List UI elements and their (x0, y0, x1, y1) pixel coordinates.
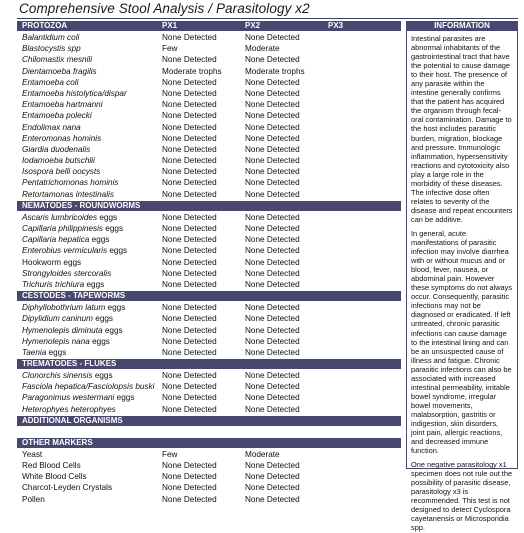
result-px1: None Detected (162, 257, 217, 267)
result-px1: Few (162, 44, 178, 54)
section-title: CESTODES - TAPEWORMS (22, 291, 126, 301)
organism-suffix: Hookworm eggs (22, 257, 82, 267)
organism-suffix: eggs (114, 393, 135, 403)
table-row (17, 234, 401, 245)
organism-latin-name: Isospora belli oocysts (22, 167, 101, 177)
organism-suffix: eggs (89, 235, 110, 245)
section-title: NEMATODES - ROUNDWORMS (22, 200, 141, 210)
organism-latin-name: Taenia (22, 347, 47, 357)
result-px2: None Detected (245, 167, 300, 177)
table-row (17, 122, 401, 133)
table-row (17, 404, 401, 415)
organism-suffix: eggs (84, 279, 105, 289)
organism-name (22, 212, 117, 223)
table-row (17, 325, 401, 336)
organism-latin-name: Enterobius vermicularis (22, 246, 108, 256)
organism-latin-name: Blastocystis spp (22, 44, 81, 54)
organism-name (22, 43, 81, 54)
table-row (17, 110, 401, 121)
table-row (17, 494, 401, 505)
result-px2: None Detected (245, 55, 300, 65)
column-header-px3: PX3 (328, 21, 344, 30)
result-px2: None Detected (245, 156, 300, 166)
organism-latin-name: Balantidium coli (22, 33, 80, 42)
organism-name (22, 336, 110, 347)
organism-latin-name: Entamoeba polecki (22, 111, 92, 121)
organism-latin-name: Paragonimus westermani (22, 393, 115, 403)
organism-latin-name: Strongyloides stercoralis (22, 268, 112, 278)
result-px1: None Detected (162, 494, 217, 504)
table-row (17, 279, 401, 290)
organism-latin-name: Ascaris lumbricoides (22, 212, 98, 222)
result-px2: None Detected (245, 314, 300, 324)
organism-latin-name: Capillaria hepatica (22, 235, 90, 245)
result-px2: None Detected (245, 257, 300, 267)
table-row (17, 257, 401, 268)
table-row (17, 336, 401, 347)
result-px2: None Detected (245, 189, 300, 199)
organism-latin-name: Entamoeba histolytica/dispar (22, 88, 127, 98)
result-px1: None Detected (162, 88, 217, 98)
result-px1: None Detected (162, 33, 217, 42)
organism-suffix: Pollen (22, 494, 45, 504)
table-row (17, 302, 401, 313)
organism-suffix: eggs (102, 325, 123, 335)
section-title: OTHER MARKERS (22, 437, 93, 447)
organism-name (22, 177, 118, 188)
organism-name (22, 482, 112, 493)
result-px1: None Detected (162, 212, 217, 222)
organism-name (22, 155, 95, 166)
organism-name (22, 449, 42, 460)
section-header (17, 438, 401, 448)
table-row (17, 43, 401, 54)
result-px2: None Detected (245, 325, 300, 335)
result-px1: None Detected (162, 314, 217, 324)
organism-latin-name: Entamoeba coli (22, 77, 79, 87)
table-row (17, 155, 401, 166)
result-px1: Moderate trophs (162, 66, 222, 76)
result-px2: None Detected (245, 100, 300, 110)
result-px1: None Detected (162, 235, 217, 245)
result-px1: None Detected (162, 404, 217, 414)
result-px1: None Detected (162, 55, 217, 65)
organism-latin-name: Enteromonas hominis (22, 133, 102, 143)
information-body (406, 31, 518, 533)
organism-suffix: eggs (97, 212, 118, 222)
result-px1: None Detected (162, 325, 217, 335)
organism-name (22, 460, 81, 471)
result-px2: Moderate (245, 44, 280, 54)
result-px2: None Detected (245, 268, 300, 278)
result-px1: Few (162, 449, 178, 459)
result-px2: None Detected (245, 144, 300, 154)
section-header (17, 416, 401, 426)
organism-latin-name: Chilomastix mesnili (22, 55, 93, 65)
table-row (17, 166, 401, 177)
results-table (17, 21, 401, 505)
result-px1: None Detected (162, 77, 217, 87)
organism-name (22, 54, 92, 65)
table-row (17, 381, 401, 392)
organism-name (22, 66, 97, 77)
organism-name (22, 189, 114, 200)
info-paragraph: In general, acute manifestations of parasitic infection may involve diarrhea with or without mucus and or blood, fever, nausea, or abdominal pain. However these symptoms do not always occur. Consequently, parasitic infections may not be diagnosed or eradicated. If left untreated, chronic parasitic infections can cause damage to the intestinal lining and can be an unsuspected cause of illness and fatigue. Chronic parasitic infections can also be associated with increased intestinal permeability, irritable bowel syndrome, irregular bowel movements, malabsorption, gastritis or indigestion, skin disorders, joint pain, allergic reactions, and decreased immune function. (411, 228, 513, 456)
section-header (17, 21, 401, 31)
organism-latin-name: Endolimax nana (22, 122, 81, 132)
result-px2: None Detected (245, 494, 300, 504)
organism-latin-name: Entamoeba hartmanni (22, 100, 103, 110)
result-px2: None Detected (245, 483, 300, 493)
table-row (17, 392, 401, 403)
column-header-px2: PX2 (245, 21, 261, 30)
result-px1: None Detected (162, 279, 217, 289)
result-px2: None Detected (245, 472, 300, 482)
result-px1: None Detected (162, 144, 217, 154)
organism-latin-name: Giardia duodenalis (22, 144, 91, 154)
organism-suffix: eggs (103, 224, 124, 233)
organism-suffix: eggs (46, 347, 67, 357)
result-px2: None Detected (245, 88, 300, 98)
result-px1: None Detected (162, 122, 217, 132)
result-px2: Moderate trophs (245, 66, 305, 76)
organism-latin-name: Trichuris trichiura (22, 279, 85, 289)
organism-name (22, 257, 81, 268)
organism-name (22, 268, 111, 279)
organism-name (22, 166, 100, 177)
table-row (17, 313, 401, 324)
organism-suffix: White Blood Cells (22, 472, 87, 482)
result-px2: None Detected (245, 235, 300, 245)
table-row (17, 189, 401, 200)
result-px1: None Detected (162, 382, 217, 392)
result-px1: None Detected (162, 178, 217, 188)
result-px2: None Detected (245, 77, 300, 87)
organism-latin-name: Dientamoeba fragilis (22, 66, 97, 76)
result-px1: None Detected (162, 461, 217, 470)
result-px1: None Detected (162, 111, 217, 121)
result-px1: None Detected (162, 347, 217, 357)
table-row (17, 54, 401, 65)
organism-suffix: Charcot-Leyden Crystals (22, 483, 113, 493)
organism-latin-name: Hymenolepis nana (22, 336, 90, 346)
result-px2: None Detected (245, 111, 300, 121)
section-header (17, 201, 401, 211)
table-row (17, 223, 401, 234)
organism-suffix: eggs (93, 314, 114, 324)
organism-name (22, 313, 113, 324)
organism-name (22, 325, 123, 336)
organism-latin-name: Dipylidium caninum (22, 314, 93, 324)
table-row (17, 471, 401, 482)
result-px2: Moderate (245, 449, 280, 459)
result-px1: None Detected (162, 133, 217, 143)
result-px2: None Detected (245, 279, 300, 289)
section-title: PROTOZOA (22, 21, 68, 30)
organism-name (22, 32, 79, 43)
table-row (17, 133, 401, 144)
organism-latin-name: Iodamoeba butschlii (22, 156, 95, 166)
table-row (17, 77, 401, 88)
title-divider (17, 18, 518, 19)
table-row (17, 144, 401, 155)
organism-name (22, 110, 92, 121)
report-title: Comprehensive Stool Analysis / Parasitology x2 (19, 1, 310, 16)
section-header (17, 359, 401, 369)
result-px2: None Detected (245, 382, 300, 392)
organism-name (22, 144, 90, 155)
table-row (17, 212, 401, 223)
result-px2: None Detected (245, 347, 300, 357)
result-px2: None Detected (245, 224, 300, 233)
result-px1: None Detected (162, 246, 217, 256)
organism-name (22, 347, 66, 358)
information-panel (406, 21, 518, 533)
result-px2: None Detected (245, 461, 300, 470)
organism-latin-name: Clonorchis sinensis (22, 371, 93, 381)
table-row (17, 370, 401, 381)
organism-suffix: eggs (107, 246, 128, 256)
organism-suffix: Yeast (22, 449, 43, 459)
table-row (17, 268, 401, 279)
result-px2: None Detected (245, 336, 300, 346)
table-row (17, 99, 401, 110)
result-px2: None Detected (245, 404, 300, 414)
table-row (17, 88, 401, 99)
organism-suffix: Red Blood Cells (22, 461, 81, 470)
result-px2: None Detected (245, 33, 300, 42)
table-row (17, 482, 401, 493)
table-row (17, 66, 401, 77)
result-px2: None Detected (245, 178, 300, 188)
organism-name (22, 122, 81, 133)
result-px1: None Detected (162, 189, 217, 199)
result-px1: None Detected (162, 393, 217, 403)
result-px2: None Detected (245, 303, 300, 313)
section-title: ADDITIONAL ORGANISMS (22, 415, 123, 425)
table-row (17, 449, 401, 460)
organism-name (22, 471, 87, 482)
organism-suffix: eggs (92, 371, 113, 381)
result-px1: None Detected (162, 156, 217, 166)
organism-latin-name: Diphyllobothrium latum (22, 303, 106, 313)
organism-name (22, 88, 127, 99)
organism-name (22, 77, 78, 88)
organism-name (22, 223, 123, 234)
organism-name (22, 370, 113, 381)
organism-name (22, 279, 104, 290)
table-row (17, 347, 401, 358)
organism-name (22, 494, 45, 505)
organism-name (22, 133, 101, 144)
organism-name (22, 381, 154, 392)
column-header-px1: PX1 (162, 21, 178, 30)
organism-latin-name: Fasciola hepatica/Fasciolopsis buski (22, 382, 155, 392)
organism-name (22, 404, 116, 415)
result-px1: None Detected (162, 483, 217, 493)
organism-latin-name: Hymenolepis diminuta (22, 325, 103, 335)
organism-name (22, 245, 127, 256)
result-px2: None Detected (245, 212, 300, 222)
result-px1: None Detected (162, 303, 217, 313)
table-row (17, 32, 401, 43)
organism-suffix: eggs (89, 336, 110, 346)
organism-latin-name: Heterophyes heterophyes (22, 404, 116, 414)
table-row (17, 245, 401, 256)
information-header: INFORMATION (406, 21, 518, 31)
organism-name (22, 392, 134, 403)
result-px2: None Detected (245, 122, 300, 132)
result-px1: None Detected (162, 472, 217, 482)
organism-suffix: eggs (105, 303, 126, 313)
organism-latin-name: Capillaria philippinesis (22, 224, 104, 233)
info-paragraph: One negative parasitology x1 specimen does not rule out the possibility of parasitic disease, parasitology x3 is recommended. This test is not designed to detect Cyclospora cayetanensis or Microsporidia spp. (411, 460, 513, 533)
result-px1: None Detected (162, 371, 217, 381)
table-row (17, 460, 401, 471)
organism-name (22, 99, 103, 110)
result-px1: None Detected (162, 167, 217, 177)
table-row (17, 177, 401, 188)
organism-name (22, 302, 125, 313)
organism-latin-name: Pentatrichomonas hominis (22, 178, 119, 188)
result-px2: None Detected (245, 246, 300, 256)
result-px1: None Detected (162, 224, 217, 233)
result-px2: None Detected (245, 371, 300, 381)
section-header (17, 291, 401, 301)
result-px1: None Detected (162, 100, 217, 110)
organism-latin-name: Retortamonas intestinalis (22, 189, 114, 199)
section-title: TREMATODES - FLUKES (22, 359, 117, 369)
info-paragraph: Intestinal parasites are abnormal inhabitants of the gastrointestinal tract that have the potential to cause damage to their host. The presence of any parasite within the intestine generally confirms that the patient has acquired the organism through fecal-oral contamination. Damage to the host includes parasitic burden, migration, blockage and pressure. Immunologic inflammation, hypersensitivity reactions and cytotoxicity also play a large role in the morbidity of these diseases. The infective dose often relates to severity of the disease and repeat encounters can be additive. (411, 34, 513, 224)
result-px2: None Detected (245, 133, 300, 143)
result-px2: None Detected (245, 393, 300, 403)
result-px1: None Detected (162, 268, 217, 278)
organism-name (22, 234, 109, 245)
empty-section-spacer (17, 427, 401, 437)
result-px1: None Detected (162, 336, 217, 346)
